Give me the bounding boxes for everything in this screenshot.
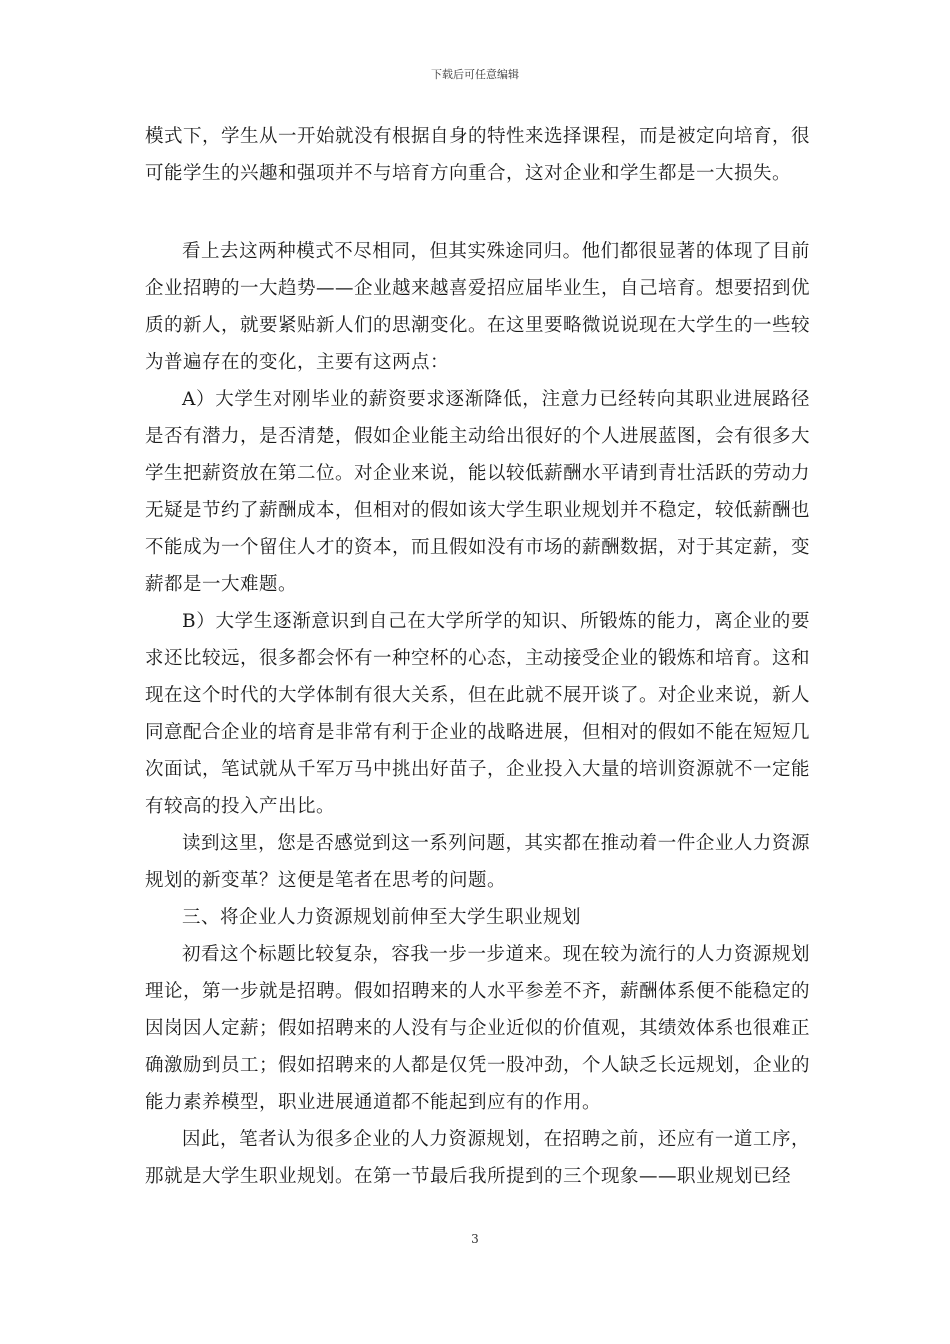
page-number: 3: [471, 1232, 479, 1246]
paragraph-career-planning: 因此，笔者认为很多企业的人力资源规划，在招聘之前，还应有一道工序，那就是大学生职业规划。在第一节最后我所提到的三个现象——职业规划已经: [145, 1129, 810, 1187]
paragraph-two-modes: 看上去这两种模式不尽相同，但其实殊途同归。他们都很显著的体现了目前企业招聘的一大趋势——企业越来越喜爱招应届毕业生，自己培育。想要招到优质的新人，就要紧贴新人们的思潮变化。在这里要略微说说现在大学生的一些较为普遍存在的变化，主要有这两点：: [145, 241, 811, 373]
paragraph-hr-planning: 初看这个标题比较复杂，容我一步一步道来。现在较为流行的人力资源规划理论，第一步就是招聘。假如招聘来的人水平参差不齐，薪酬体系便不能稳定的因岗因人定薪；假如招聘来的人没有与企业近似的价值观，其绩效体系也很难正确激励到员工；假如招聘来的人都是仅凭一股冲劲，个人缺乏长远规划，企业的能力素养模型，职业进展通道都不能起到应有的作用。: [145, 944, 811, 1113]
page-header: 下载后可任意编辑: [431, 68, 519, 81]
paragraph-point-b: B）大学生逐渐意识到自己在大学所学的知识、所锻炼的能力，离企业的要求还比较远，很多都会怀有一种空杯的心态，主动接受企业的锻炼和培育。这和现在这个时代的大学体制有很大关系，但在此就不展开谈了。对企业来说，新人同意配合企业的培育是非常有利于企业的战略进展，但相对的假如不能在短短几次面试，笔试就从千军万马中挑出好苗子，企业投入大量的培训资源就不一定能有较高的投入产出比。: [145, 611, 811, 817]
paragraph-continuation: 模式下，学生从一开始就没有根据自身的特性来选择课程，而是被定向培育，很可能学生的兴趣和强项并不与培育方向重合，这对企业和学生都是一大损失。: [145, 126, 811, 184]
paragraph-reflection: 读到这里，您是否感觉到这一系列问题，其实都在推动着一件企业人力资源规划的新变革？这便是笔者在思考的问题。: [145, 833, 810, 891]
section-heading: 三、将企业人力资源规划前伸至大学生职业规划: [182, 907, 582, 928]
paragraph-point-a: A）大学生对刚毕业的薪资要求逐渐降低，注意力已经转向其职业进展路径是否有潜力，是否清楚，假如企业能主动给出很好的个人进展蓝图，会有很多大学生把薪资放在第二位。对企业来说，能以较低薪酬水平请到青壮活跃的劳动力无疑是节约了薪酬成本，但相对的假如该大学生职业规划并不稳定，较低薪酬也不能成为一个留住人才的资本，而且假如没有市场的薪酬数据，对于其定薪，变薪都是一大难题。: [145, 389, 811, 595]
document-body: [145, 118, 810, 1195]
